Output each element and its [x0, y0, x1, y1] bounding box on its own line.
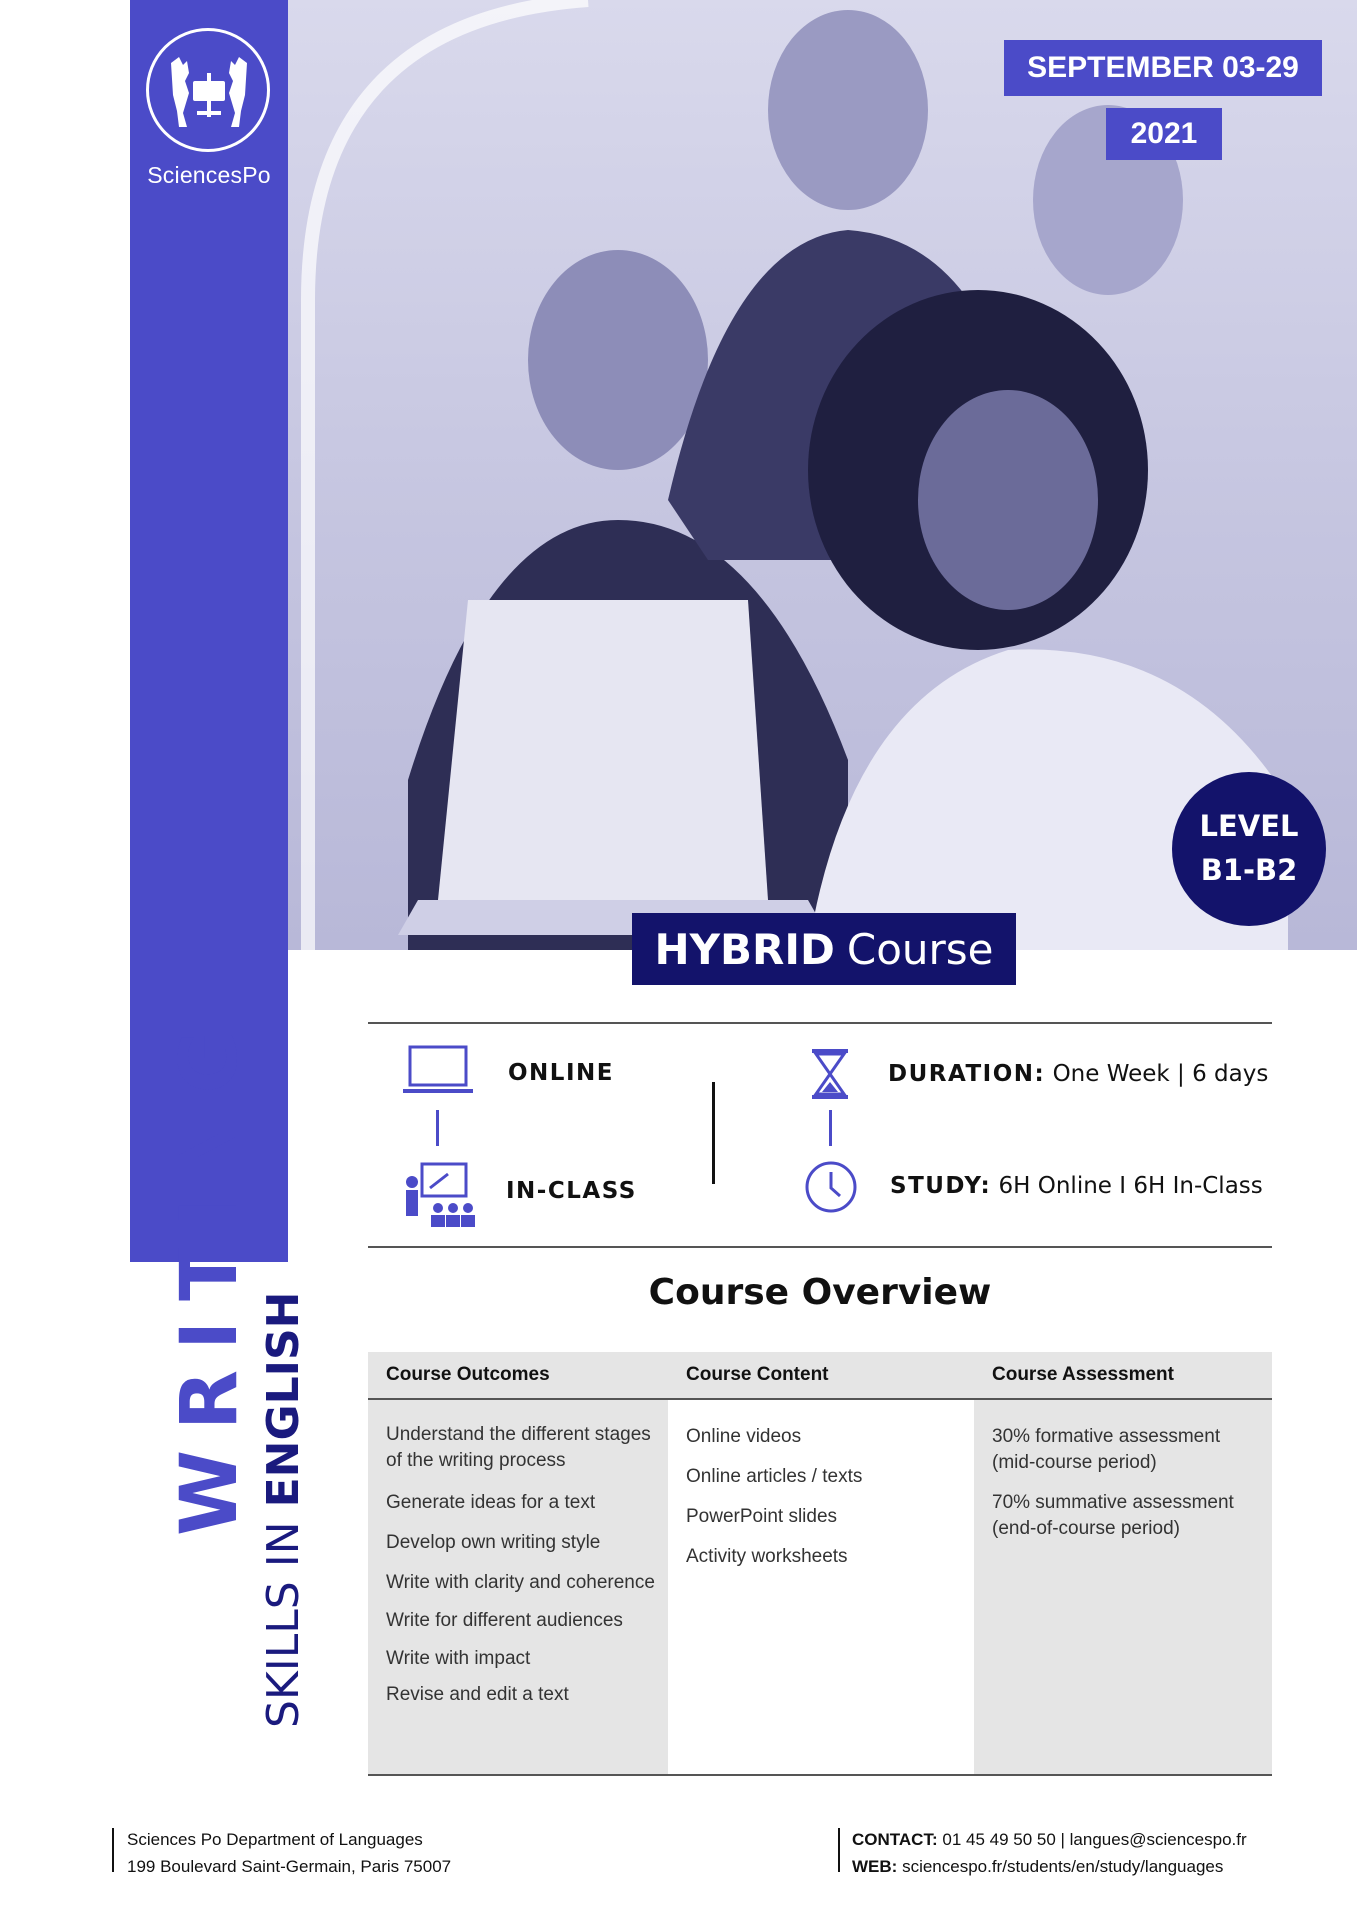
duration-connector: [829, 1110, 832, 1146]
level-badge: [1172, 772, 1326, 926]
list-item: Revise and edit a text: [386, 1684, 569, 1705]
footer-contact-line: [852, 1826, 1247, 1853]
sciencespo-logo-icon: [146, 28, 270, 152]
table-bottom-rule: [368, 1774, 1272, 1776]
level-label: LEVEL: [1199, 809, 1299, 843]
footer-dept: Sciences Po Department of Languages: [127, 1830, 423, 1849]
list-item: Understand the different stages of the writing process: [386, 1424, 651, 1471]
info-bottom-rule: [368, 1246, 1272, 1248]
web-label: WEB:: [852, 1857, 898, 1876]
classroom-teacher-icon: [400, 1162, 478, 1235]
footer-left-bar: [112, 1828, 114, 1872]
hourglass-icon: [808, 1048, 852, 1105]
course-type-rest: Course: [846, 924, 994, 974]
online-label: ONLINE: [508, 1060, 614, 1086]
course-year-badge: 2021: [1106, 108, 1222, 160]
contact-value[interactable]: 01 45 49 50 50 | langues@sciencespo.fr: [942, 1830, 1247, 1849]
online-connector: [436, 1110, 439, 1146]
course-dates-badge: SEPTEMBER 03-29: [1004, 40, 1322, 96]
footer-right-bar: [838, 1828, 840, 1872]
content-list: [686, 1424, 964, 1570]
level-value: B1-B2: [1200, 853, 1298, 887]
study-value: 6H Online I 6H In-Class: [998, 1173, 1263, 1199]
footer-address-block: [127, 1826, 451, 1880]
list-item: 30% formative assessment (mid-course period): [992, 1426, 1221, 1473]
outcomes-column: [368, 1352, 668, 1776]
footer-address: 199 Boulevard Saint-Germain, Paris 75007: [127, 1857, 452, 1876]
overview-title: Course Overview: [648, 1272, 992, 1313]
footer-web-line: [852, 1853, 1247, 1880]
web-link[interactable]: sciencespo.fr/students/en/study/languages: [902, 1857, 1224, 1876]
list-item: Activity worksheets: [686, 1546, 848, 1567]
list-item: Write with impact: [386, 1648, 531, 1669]
study-label: STUDY:: [890, 1173, 992, 1199]
contact-label: CONTACT:: [852, 1830, 938, 1849]
list-item: Develop own writing style: [386, 1532, 601, 1553]
outcomes-header: Course Outcomes: [368, 1352, 668, 1400]
duration-line: [888, 1061, 1268, 1087]
list-item: 70% summative assessment (end-of-course period): [992, 1492, 1234, 1539]
skills-emphasis: ENGLISH: [258, 1291, 309, 1508]
footer-contact-block: [852, 1826, 1247, 1880]
course-overview-table: [368, 1352, 1272, 1776]
outcomes-list: [386, 1422, 658, 1708]
course-type-banner: [632, 913, 1016, 985]
info-top-rule: [368, 1022, 1272, 1024]
skills-prefix: SKILLS IN: [258, 1507, 309, 1728]
list-item: Write for different audiences: [386, 1610, 623, 1631]
assessment-column: [974, 1352, 1272, 1776]
content-header: Course Content: [668, 1352, 974, 1400]
list-item: Write with clarity and coherence: [386, 1572, 655, 1593]
list-item: PowerPoint slides: [686, 1506, 838, 1527]
assessment-header: Course Assessment: [974, 1352, 1272, 1400]
content-column: [668, 1352, 974, 1776]
list-item: Online articles / texts: [686, 1466, 863, 1487]
laptop-icon: [402, 1045, 474, 1100]
assessment-list: [992, 1424, 1252, 1542]
inclass-label: IN-CLASS: [506, 1178, 637, 1204]
logo-wordmark: SciencesPo: [147, 162, 271, 188]
duration-label: DURATION:: [888, 1061, 1046, 1087]
study-line: [890, 1173, 1263, 1199]
skills-vertical-subtitle: [258, 1291, 309, 1728]
writing-vertical-title: WRITING: [165, 1009, 255, 1536]
list-item: Online videos: [686, 1426, 802, 1447]
course-type-bold: HYBRID: [654, 924, 835, 974]
info-column-divider: [712, 1082, 715, 1184]
duration-value: One Week | 6 days: [1052, 1061, 1269, 1087]
list-item: Generate ideas for a text: [386, 1492, 596, 1513]
clock-icon: [804, 1160, 858, 1219]
